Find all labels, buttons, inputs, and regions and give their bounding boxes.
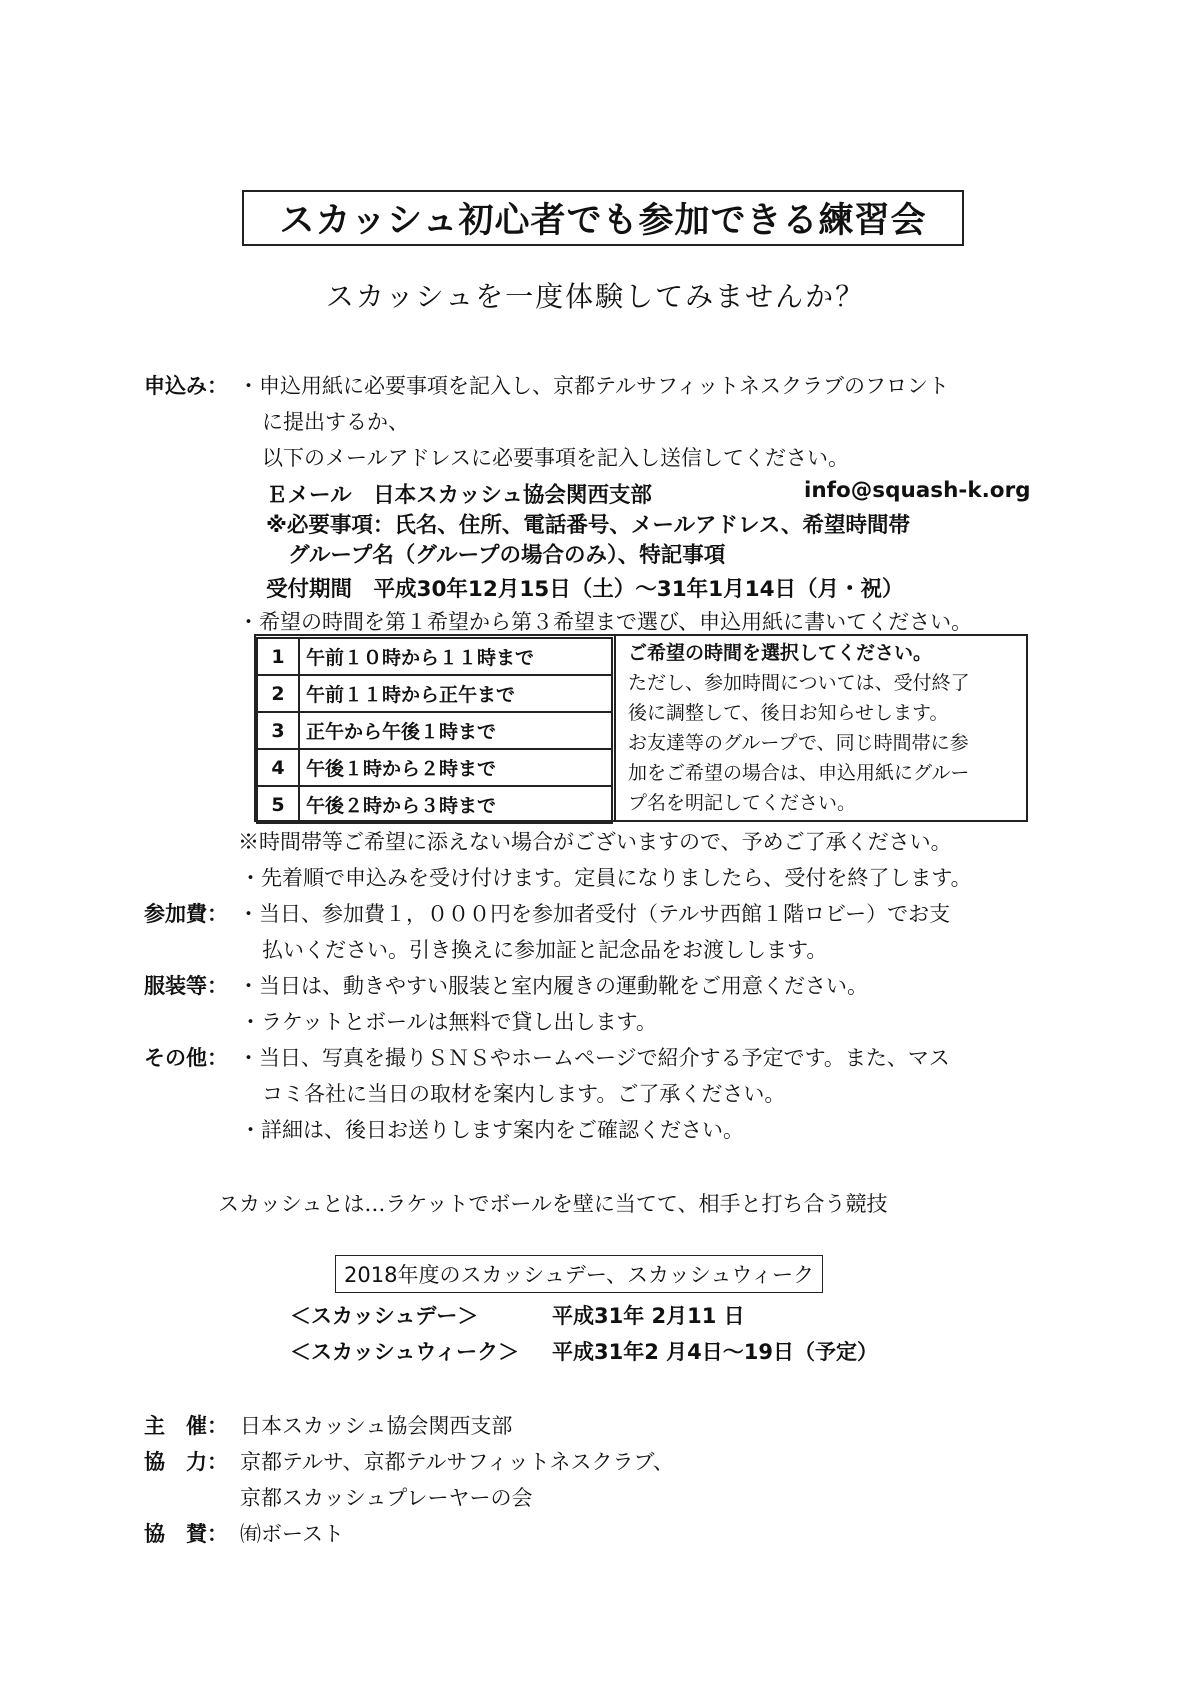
required-items-line1: ※必要事項：氏名、住所、電話番号、メールアドレス、希望時間帯 — [266, 513, 910, 538]
other-label: その他： — [144, 1046, 228, 1070]
dress-label: 服装等： — [144, 974, 228, 998]
application-period: 受付期間 平成30年12月15日（土）～31年1月14日（月・祝） — [266, 577, 904, 602]
squash-day-date: 平成31年 2月11 日 — [552, 1304, 745, 1328]
choose-slots-note: ・希望の時間を第１希望から第３希望まで選び、申込用紙に書いてください。 — [238, 610, 973, 634]
slot-label: 午前１１時から正午まで — [299, 675, 612, 712]
other-line3: ・詳細は、後日お送りします案内をご確認ください。 — [240, 1118, 744, 1142]
slot-number: 5 — [257, 786, 299, 823]
sponsor-name: ㈲ボースト — [240, 1522, 344, 1546]
email-address[interactable]: info@squash-k.org — [804, 478, 1031, 503]
slot-note-heading: ご希望の時間を選択してください。 — [628, 642, 933, 664]
slot-note-line: 加をご希望の場合は、申込用紙にグルー — [628, 762, 970, 784]
dress-line2: ・ラケットとボールは無料で貸し出します。 — [240, 1010, 657, 1034]
squash-week-label: ＜スカッシュウィーク＞ — [290, 1340, 520, 1364]
slot-number: 3 — [257, 712, 299, 749]
slot-label: 午後１時から２時まで — [299, 749, 612, 786]
table-row — [257, 675, 612, 712]
apply-line3: 以下のメールアドレスに必要事項を記入し送信してください。 — [262, 446, 849, 470]
notice-preference: ※時間帯等ご希望に添えない場合がございますので、予めご了承ください。 — [238, 830, 952, 854]
sponsor-label: 協 賛： — [144, 1522, 228, 1546]
cooperation-label: 協 力： — [144, 1450, 228, 1474]
table-row — [257, 786, 612, 823]
squash-day-label: ＜スカッシュデー＞ — [290, 1304, 479, 1328]
slot-note-line: ただし、参加時間については、受付終了 — [628, 672, 970, 694]
table-row — [257, 749, 612, 786]
table-row — [257, 638, 612, 675]
table-row — [257, 712, 612, 749]
host-label: 主 催： — [144, 1414, 228, 1438]
required-items-line2: グループ名（グループの場合のみ）、特記事項 — [288, 543, 726, 568]
squash-week-date: 平成31年2 月4日～19日（予定） — [552, 1340, 878, 1364]
slot-number: 2 — [257, 675, 299, 712]
fee-line1: ・当日、参加費１，０００円を参加者受付（テルサ西館１階ロビー）でお支 — [238, 902, 951, 926]
dress-line1: ・当日は、動きやすい服装と室内履きの運動靴をご用意ください。 — [238, 974, 868, 998]
slot-note-line: 後に調整して、後日お知らせします。 — [628, 702, 949, 724]
slot-number: 1 — [257, 638, 299, 675]
slot-label: 午後２時から３時まで — [299, 786, 612, 823]
slot-note-box — [614, 634, 1028, 822]
email-label: Ｅメール 日本スカッシュ協会関西支部 — [266, 483, 652, 508]
other-line1: ・当日、写真を撮りＳＮＳやホームページで紹介する予定です。また、マス — [238, 1046, 950, 1070]
fee-line2: 払いください。引き換えに参加証と記念品をお渡しします。 — [262, 938, 828, 962]
host-name: 日本スカッシュ協会関西支部 — [240, 1414, 513, 1438]
subtitle: スカッシュを一度体験してみませんか？ — [325, 280, 866, 313]
slot-label: 正午から午後１時まで — [299, 712, 612, 749]
slot-note-line: プ名を明記してください。 — [628, 792, 857, 814]
notice-first-come: ・先着順で申込みを受け付けます。定員になりましたら、受付を終了します。 — [240, 866, 972, 890]
slot-number: 4 — [257, 749, 299, 786]
cooperation-line1: 京都テルサ、京都テルサフィットネスクラブ、 — [240, 1450, 674, 1474]
apply-line2: に提出するか、 — [262, 410, 409, 434]
squash-definition: スカッシュとは…ラケットでボールを壁に当てて、相手と打ち合う競技 — [218, 1192, 888, 1216]
events-heading: 2018年度のスカッシュデー、スカッシュウィーク — [335, 1255, 823, 1293]
apply-line1: ・申込用紙に必要事項を記入し、京都テルサフィットネスクラブのフロント — [238, 374, 950, 398]
time-slot-table — [256, 637, 613, 824]
page-title: スカッシュ初心者でも参加できる練習会 — [242, 190, 964, 246]
slot-note-line: お友達等のグループで、同じ時間帯に参 — [628, 732, 969, 754]
cooperation-line2: 京都スカッシュプレーヤーの会 — [240, 1486, 533, 1510]
apply-label: 申込み： — [144, 374, 228, 398]
slot-label: 午前１０時から１１時まで — [299, 638, 612, 675]
other-line2: コミ各社に当日の取材を案内します。ご了承ください。 — [262, 1082, 786, 1106]
fee-label: 参加費： — [144, 902, 228, 926]
